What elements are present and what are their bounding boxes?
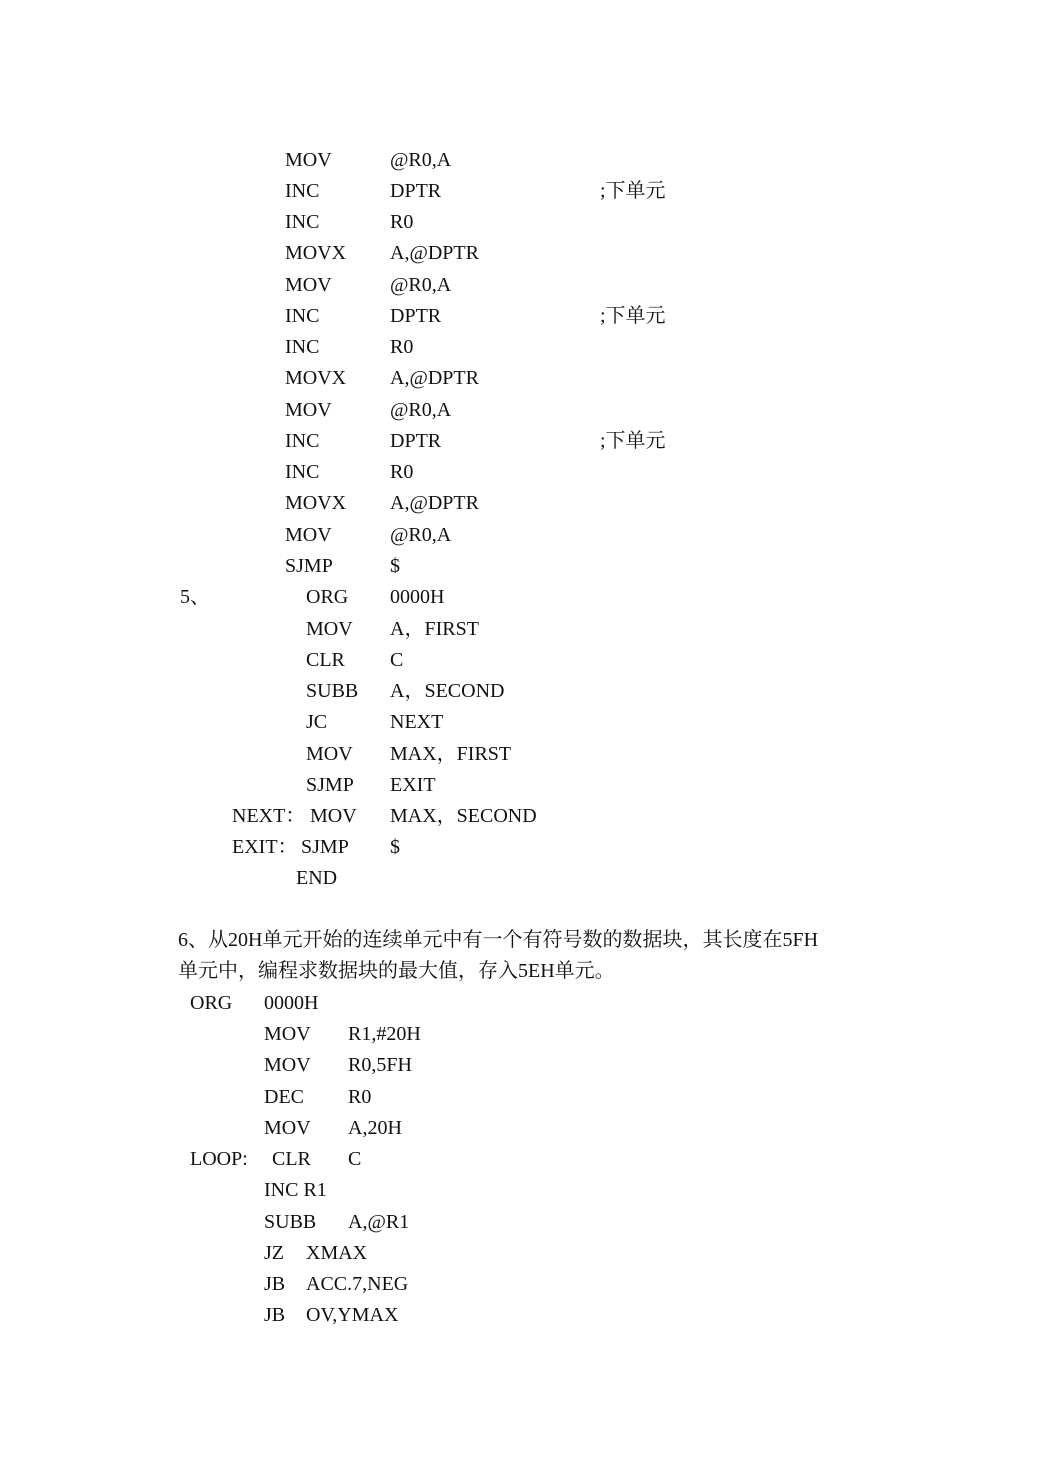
opcode: MOV <box>264 1054 311 1076</box>
opcode: MOV <box>310 805 357 827</box>
operand: 0000H <box>264 992 319 1014</box>
opcode: SJMP <box>301 836 349 858</box>
operand: R0,5FH <box>348 1054 412 1076</box>
operand: A,@DPTR <box>390 242 479 264</box>
code-line <box>0 462 1044 493</box>
operand: DPTR <box>390 305 442 327</box>
code-line <box>0 1180 1044 1211</box>
opcode: CLR <box>306 649 345 671</box>
code-line <box>0 556 1044 587</box>
opcode: JB <box>264 1304 286 1326</box>
operand: A,@DPTR <box>390 492 479 514</box>
code-line <box>0 1243 1044 1274</box>
operand: C <box>390 649 404 671</box>
opcode: MOVX <box>285 492 347 514</box>
operand: @R0,A <box>390 149 452 171</box>
opcode: MOV <box>306 743 353 765</box>
operand: DPTR <box>390 180 442 202</box>
operand: A，SECOND <box>390 680 505 702</box>
code-line <box>0 681 1044 712</box>
opcode: SJMP <box>306 774 354 796</box>
opcode: END <box>296 867 338 889</box>
operand: A，FIRST <box>390 618 479 640</box>
opcode: SUBB <box>264 1211 317 1233</box>
comment: ;下单元 <box>600 430 666 452</box>
opcode: MOVX <box>285 242 347 264</box>
operand: R0 <box>390 461 414 483</box>
operand: @R0,A <box>390 274 452 296</box>
opcode: CLR <box>272 1148 311 1170</box>
code-line <box>0 775 1044 806</box>
operand: NEXT <box>390 711 444 733</box>
code-line <box>0 712 1044 743</box>
opcode: MOV <box>264 1023 311 1045</box>
code-line <box>0 619 1044 650</box>
opcode: INC <box>285 305 320 327</box>
operand: R0 <box>348 1086 372 1108</box>
code-label: EXIT： <box>232 836 298 858</box>
comment: ;下单元 <box>600 180 666 202</box>
operand: A,@R1 <box>348 1211 410 1233</box>
operand: @R0,A <box>390 524 452 546</box>
code-line <box>0 181 1044 212</box>
code-line <box>0 837 1044 868</box>
opcode: MOV <box>285 274 332 296</box>
code-line <box>0 400 1044 431</box>
code-line <box>0 493 1044 524</box>
operand: @R0,A <box>390 399 452 421</box>
code-line <box>0 587 1044 618</box>
opcode: INC <box>285 211 320 233</box>
code-line <box>0 306 1044 337</box>
operand: $ <box>390 555 400 577</box>
opcode: MOV <box>306 618 353 640</box>
operand: EXIT <box>390 774 436 796</box>
opcode: INC R1 <box>264 1179 327 1201</box>
code-line <box>0 993 1044 1024</box>
code-line <box>0 868 1044 899</box>
opcode: JZ <box>264 1242 284 1264</box>
code-line <box>0 1087 1044 1118</box>
question-text-line: 单元中，编程求数据块的最大值，存入5EH单元。 <box>178 960 615 982</box>
operand: $ <box>390 836 400 858</box>
opcode: MOV <box>264 1117 311 1139</box>
code-line <box>0 431 1044 462</box>
opcode: MOV <box>285 149 332 171</box>
operand: R0 <box>390 211 414 233</box>
opcode: MOVX <box>285 367 347 389</box>
directive: ORG <box>190 992 233 1014</box>
comment: ;下单元 <box>600 305 666 327</box>
code-line <box>0 1024 1044 1055</box>
opcode: JC <box>306 711 328 733</box>
operand: A,20H <box>348 1117 402 1139</box>
code-line <box>0 150 1044 181</box>
code-line <box>0 368 1044 399</box>
code-line <box>0 1149 1044 1180</box>
operand: XMAX <box>306 1242 368 1264</box>
opcode: SUBB <box>306 680 359 702</box>
code-line <box>0 525 1044 556</box>
opcode: JB <box>264 1273 286 1295</box>
opcode: INC <box>285 430 320 452</box>
opcode: MOV <box>285 524 332 546</box>
opcode: DEC <box>264 1086 304 1108</box>
code-line <box>0 1055 1044 1086</box>
code-line <box>0 806 1044 837</box>
opcode: SJMP <box>285 555 333 577</box>
opcode: INC <box>285 180 320 202</box>
code-line <box>0 212 1044 243</box>
code-line <box>0 275 1044 306</box>
operand: R0 <box>390 336 414 358</box>
question-number: 5、 <box>180 586 210 608</box>
code-line <box>0 1305 1044 1336</box>
code-line <box>0 1118 1044 1149</box>
opcode: MOV <box>285 399 332 421</box>
operand: A,@DPTR <box>390 367 479 389</box>
code-line <box>0 650 1044 681</box>
code-line <box>0 744 1044 775</box>
code-label: NEXT： <box>232 805 306 827</box>
code-line <box>0 1274 1044 1305</box>
operand: 0000H <box>390 586 445 608</box>
operand: ACC.7,NEG <box>306 1273 409 1295</box>
operand: MAX，FIRST <box>390 743 512 765</box>
operand: DPTR <box>390 430 442 452</box>
operand: R1,#20H <box>348 1023 421 1045</box>
operand: MAX，SECOND <box>390 805 537 827</box>
opcode: ORG <box>306 586 349 608</box>
operand: OV,YMAX <box>306 1304 399 1326</box>
code-line <box>0 243 1044 274</box>
code-label: LOOP: <box>190 1148 248 1170</box>
operand: C <box>348 1148 362 1170</box>
code-line <box>0 1212 1044 1243</box>
opcode: INC <box>285 461 320 483</box>
question-text-line: 6、从20H单元开始的连续单元中有一个有符号数的数据块，其长度在5FH <box>178 929 819 951</box>
code-line <box>0 337 1044 368</box>
opcode: INC <box>285 336 320 358</box>
